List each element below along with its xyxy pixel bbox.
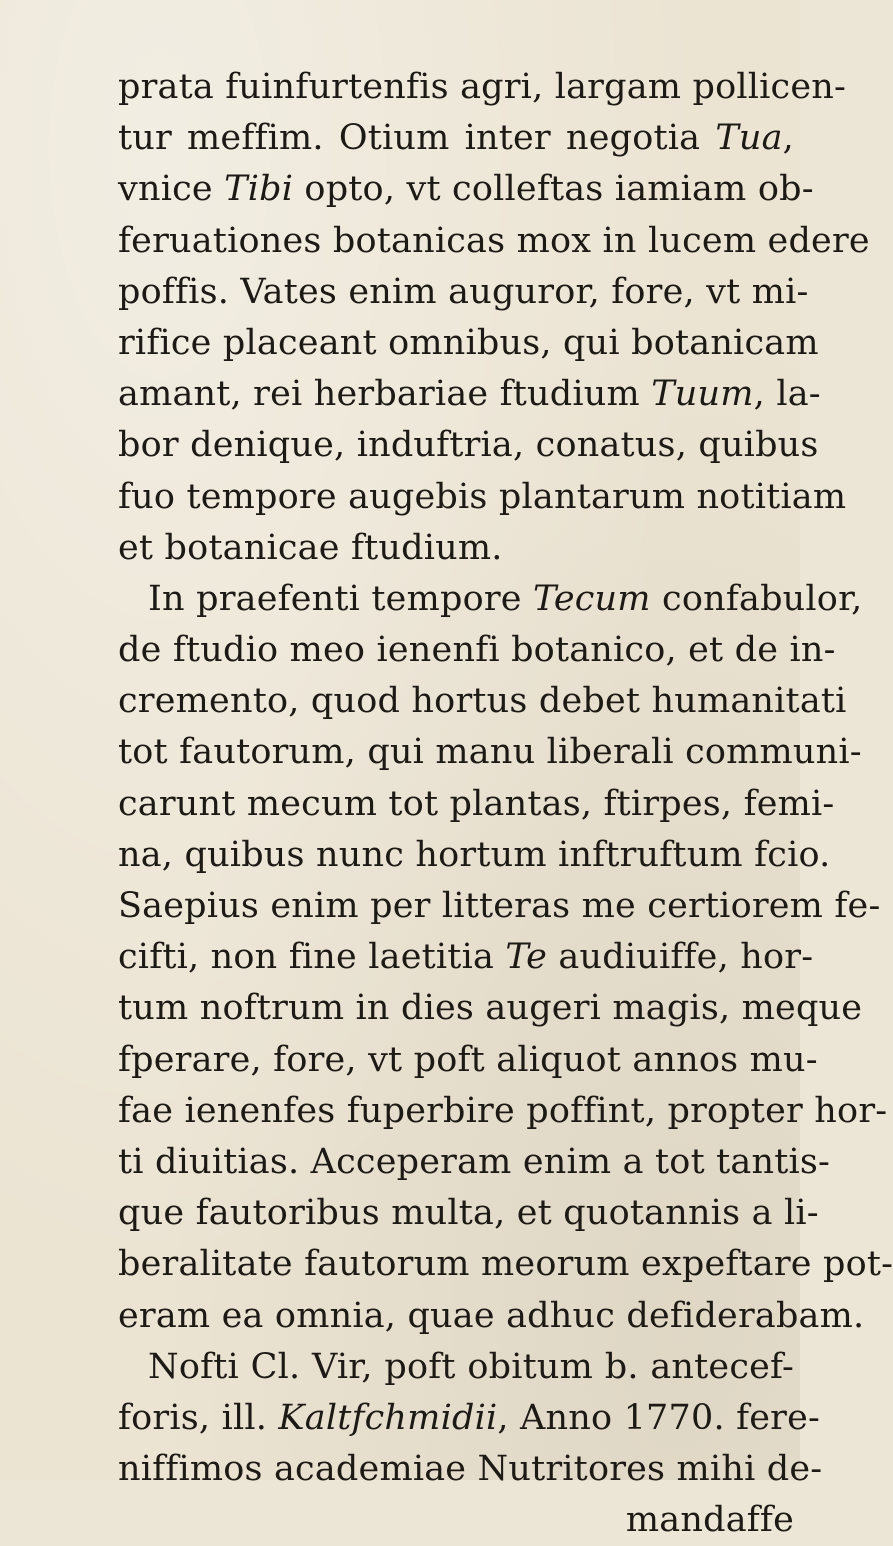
text-segment: carunt mecum tot plantas, ftirpes, femi- (118, 783, 835, 824)
text-segment: opto, vt colleftas iamiam ob- (293, 169, 814, 210)
text-line (118, 267, 809, 318)
text-line (118, 216, 870, 267)
text-line (118, 113, 794, 164)
text-segment: tum noftrum in dies augeri magis, meque (118, 988, 863, 1029)
text-segment: , (782, 118, 794, 159)
text-segment: amant, rei herbariae ftudium (118, 374, 652, 415)
text-segment: cremento, quod hortus debet humanitati (118, 681, 847, 722)
text-line (118, 472, 847, 523)
text-segment: ti diuitias. Acceperam enim a tot tantis- (118, 1141, 831, 1182)
text-line (118, 625, 836, 676)
text-line (118, 523, 794, 574)
catchword-line (118, 1495, 794, 1546)
text-segment: fuo tempore augebis plantarum notitiam (118, 476, 847, 517)
italic-word: Tibi (224, 169, 294, 210)
text-segment: In praefenti tempore (148, 578, 534, 619)
text-line (118, 881, 881, 932)
text-segment: tot fautorum, qui manu liberali communi- (118, 732, 862, 773)
text-line (118, 1086, 888, 1137)
text-segment: Saepius enim per litteras me certiorem fe- (118, 886, 881, 926)
paragraph-start-line (118, 1342, 794, 1393)
text-line (118, 164, 814, 215)
text-line (118, 1444, 823, 1495)
text-line (118, 983, 863, 1034)
italic-word: Tecum (533, 578, 651, 619)
text-segment: audiuiffe, hor- (547, 937, 814, 978)
text-segment: que fautoribus multa, et quotannis a li- (118, 1193, 819, 1234)
text-segment: fae ienenfes fuperbire poffint, propter hor- (118, 1090, 888, 1131)
text-segment: , Anno 1770. fere- (497, 1397, 821, 1438)
italic-word: Tua (715, 118, 783, 159)
text-segment: na, quibus nunc hortum inftruftum fcio. (118, 834, 831, 875)
text-segment: feruationes botanicas mox in lucem edere (118, 220, 870, 261)
text-line (118, 830, 831, 881)
text-segment: beralitate fautorum meorum expeftare pot- (118, 1244, 893, 1285)
text-line (118, 420, 819, 471)
text-line (118, 1035, 818, 1086)
text-segment: fperare, fore, vt poft aliquot annos mu- (118, 1039, 818, 1080)
text-segment: vnice (118, 169, 225, 210)
text-segment: , la- (753, 374, 821, 415)
italic-word: Kaltfchmidii (278, 1397, 498, 1438)
text-segment: niffimos academiae Nutritores mihi de- (118, 1449, 823, 1490)
text-line (118, 318, 819, 369)
text-line (118, 1137, 831, 1188)
text-segment: cifti, non fine laetitia (118, 937, 506, 978)
text-segment: foris, ill. (118, 1397, 279, 1438)
text-segment: confabulor, (650, 578, 863, 619)
text-segment: rifice placeant omnibus, qui botanicam (118, 322, 819, 363)
text-line (118, 779, 835, 830)
text-segment: tur meffim. Otium inter negotia (118, 118, 716, 159)
text-segment: poffis. Vates enim auguror, fore, vt mi- (118, 271, 809, 312)
italic-word: Te (505, 937, 548, 978)
text-segment: prata fuinfurtenfis agri, largam pollicen- (118, 67, 847, 107)
italic-word: Tuum (651, 374, 754, 415)
paragraph-start-line (118, 574, 863, 625)
text-line (118, 932, 814, 983)
text-line (118, 62, 847, 113)
text-segment: eram ea omnia, quae adhuc defiderabam. (118, 1295, 865, 1336)
text-segment: et botanicae ftudium. (118, 527, 503, 568)
text-line (118, 727, 862, 778)
text-segment: bor denique, induftria, conatus, quibus (118, 425, 819, 466)
text-segment: Nofti Cl. Vir, poft obitum b. antecef- (148, 1346, 794, 1387)
text-line (118, 1393, 821, 1444)
text-line (118, 1291, 865, 1342)
text-line (118, 369, 821, 420)
text-segment: mandaffe (625, 1500, 794, 1541)
text-segment: de ftudio meo ienenfi botanico, et de in- (118, 630, 836, 671)
body-text (118, 62, 893, 1546)
text-line (118, 1188, 819, 1239)
text-line (118, 676, 847, 727)
text-line (118, 1239, 893, 1290)
